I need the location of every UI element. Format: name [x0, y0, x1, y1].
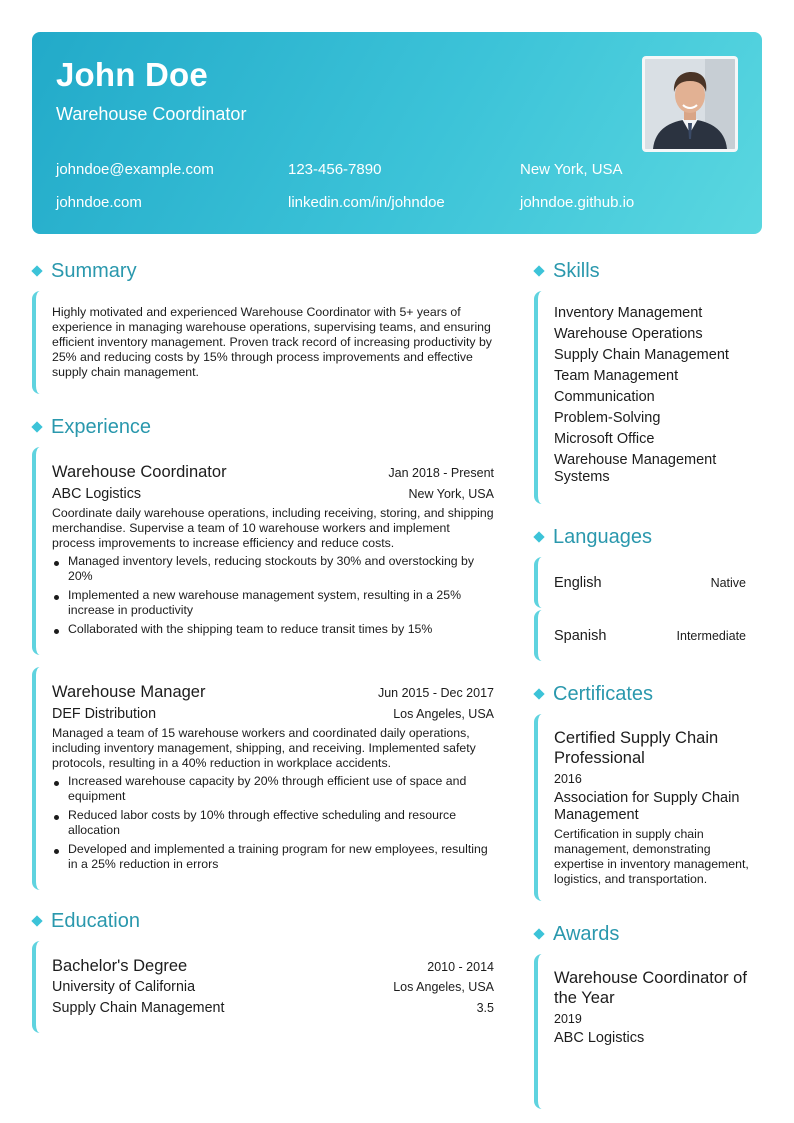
achievement-item: Collaborated with the shipping team to reduce transit times by 15% — [52, 622, 494, 637]
job-location: Los Angeles, USA — [393, 707, 494, 721]
job-achievements — [52, 554, 494, 637]
education-school-row — [52, 977, 494, 998]
education-school: University of California — [52, 979, 196, 995]
contact-list — [56, 160, 752, 212]
job-company-row — [52, 483, 494, 505]
contact-website[interactable]: johndoe.com — [56, 194, 142, 211]
achievement-item: Implemented a new warehouse management system, resulting in a 25% increase in productivity — [52, 588, 494, 618]
skill-item: Warehouse Management Systems — [554, 452, 717, 485]
education-field-row — [52, 998, 494, 1019]
awards-heading-label: Awards — [553, 922, 620, 945]
experience-card — [32, 447, 494, 655]
skills-section — [534, 258, 762, 504]
language-name: Spanish — [554, 627, 607, 644]
contact-phone[interactable]: 123-456-7890 — [288, 161, 382, 178]
diamond-icon — [31, 915, 42, 926]
skill-item: Supply Chain Management — [554, 347, 729, 363]
language-item — [534, 610, 762, 661]
education-dates: 2010 - 2014 — [427, 960, 494, 974]
candidate-name: John Doe — [56, 56, 208, 93]
diamond-icon — [533, 928, 544, 939]
diamond-icon — [533, 531, 544, 542]
certificate-issuer: Association for Supply Chain Management — [554, 790, 740, 823]
skill-item: Microsoft Office — [554, 431, 655, 447]
language-item — [534, 557, 762, 608]
job-dates: Jan 2018 - Present — [388, 466, 494, 480]
language-level: Intermediate — [676, 628, 746, 643]
contact-email[interactable]: johndoe@example.com — [56, 161, 214, 178]
certificate-card — [534, 714, 762, 901]
job-dates: Jun 2015 - Dec 2017 — [377, 686, 494, 700]
achievement-item: Increased warehouse capacity by 20% through efficient use of space and equipment — [52, 774, 494, 804]
achievement-item: Developed and implemented a training program for new employees, resulting in a 25% reduction in errors — [52, 842, 494, 872]
contact-linkedin[interactable]: linkedin.com/in/johndoe — [288, 194, 445, 211]
education-degree: Bachelor's Degree — [52, 957, 188, 975]
candidate-title: Warehouse Coordinator — [56, 104, 247, 124]
resume-header — [32, 32, 762, 234]
certificate-name: Certified Supply Chain Professional — [554, 729, 719, 767]
award-issuer: ABC Logistics — [554, 1030, 645, 1046]
languages-heading-label: Languages — [553, 525, 652, 548]
language-level: Native — [710, 575, 746, 590]
achievement-item: Managed inventory levels, reducing stockouts by 30% and overstocking by 20% — [52, 554, 494, 584]
job-company: ABC Logistics — [52, 486, 141, 502]
skill-item: Warehouse Operations — [554, 326, 703, 342]
profile-photo — [642, 56, 738, 152]
skill-item: Team Management — [554, 368, 679, 384]
left-column — [32, 258, 494, 1053]
education-degree-row — [52, 955, 494, 977]
diamond-icon — [31, 421, 42, 432]
certificate-year: 2016 — [554, 772, 582, 786]
skill-item: Problem-Solving — [554, 410, 661, 426]
skills-card — [534, 291, 762, 504]
education-heading — [32, 908, 494, 934]
certificate-description: Certification in supply chain management, demonstrating expertise in inventory management, logistics, and transportation. — [554, 827, 749, 886]
award-year: 2019 — [554, 1012, 582, 1026]
skills-heading-label: Skills — [553, 259, 600, 282]
job-header — [52, 461, 494, 483]
certificates-heading-label: Certificates — [553, 682, 654, 705]
summary-heading-label: Summary — [51, 259, 137, 282]
education-card — [32, 941, 494, 1033]
awards-heading — [534, 921, 762, 947]
job-company-row — [52, 703, 494, 725]
awards-section — [534, 921, 762, 1109]
job-header — [52, 681, 494, 703]
experience-card — [32, 667, 494, 890]
summary-heading — [32, 258, 494, 284]
education-section — [32, 908, 494, 1033]
right-column — [534, 258, 762, 1123]
profile-photo-image — [645, 59, 735, 149]
job-description: Coordinate daily warehouse operations, including receiving, storing, and shipping merchandise. Supervise a team of 10 warehouse workers and implement process improvements to increase efficiency and reduce costs. — [52, 506, 494, 550]
education-heading-label: Education — [51, 909, 140, 932]
job-achievements — [52, 774, 494, 872]
languages-section — [534, 524, 762, 661]
summary-card — [32, 291, 494, 394]
job-location: New York, USA — [408, 487, 494, 501]
education-location: Los Angeles, USA — [393, 980, 494, 994]
experience-heading — [32, 414, 494, 440]
award-name: Warehouse Coordinator of the Year — [554, 969, 747, 1007]
education-field: Supply Chain Management — [52, 1000, 225, 1016]
job-company: DEF Distribution — [52, 706, 157, 722]
contact-location: New York, USA — [520, 161, 623, 178]
education-gpa: 3.5 — [476, 1001, 494, 1015]
summary-text: Highly motivated and experienced Warehouse Coordinator with 5+ years of experience in managing warehouse operations, supervising teams, and ensuring efficient inventory management. Proven track record of increasing productivity by 25% and reducing costs by 15% through process improvements and effective supply chain management. — [52, 305, 492, 379]
job-description: Managed a team of 15 warehouse workers and coordinated daily operations, including inventory management, shipping, and receiving. Implemented safety protocols, resulting in a 40% reduction in workplace accidents. — [52, 726, 476, 770]
diamond-icon — [533, 688, 544, 699]
skills-heading — [534, 258, 762, 284]
language-name: English — [554, 574, 602, 591]
diamond-icon — [31, 265, 42, 276]
job-title: Warehouse Manager — [52, 683, 206, 701]
languages-heading — [534, 524, 762, 550]
experience-heading-label: Experience — [51, 415, 152, 438]
summary-section — [32, 258, 494, 394]
skill-item: Communication — [554, 389, 655, 405]
contact-github[interactable]: johndoe.github.io — [520, 194, 635, 211]
certificates-heading — [534, 681, 762, 707]
certificates-section — [534, 681, 762, 901]
achievement-item: Reduced labor costs by 10% through effective scheduling and resource allocation — [52, 808, 494, 838]
award-card — [534, 954, 762, 1109]
job-title: Warehouse Coordinator — [52, 463, 227, 481]
skill-item: Inventory Management — [554, 305, 703, 321]
diamond-icon — [533, 265, 544, 276]
experience-section — [32, 414, 494, 890]
